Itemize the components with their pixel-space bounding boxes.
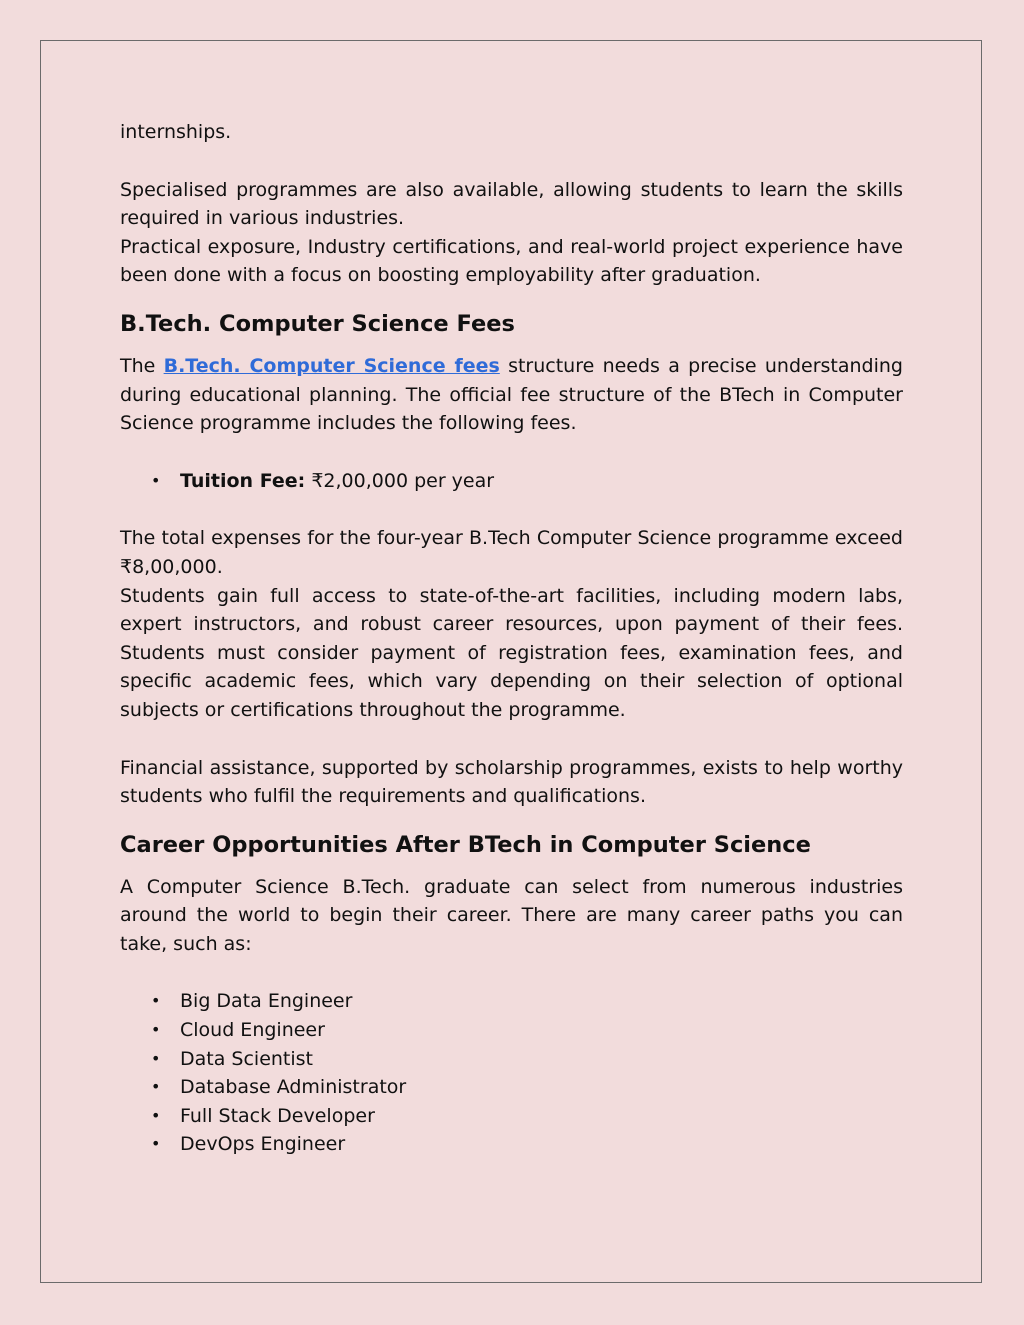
tuition-label: Tuition Fee: — [180, 469, 306, 492]
heading-career: Career Opportunities After BTech in Computer Science — [120, 831, 811, 858]
bullet-icon: • — [151, 1105, 161, 1125]
bullet-icon: • — [151, 1134, 161, 1154]
heading-fees: B.Tech. Computer Science Fees — [120, 310, 515, 337]
bullet-icon: • — [151, 470, 161, 490]
career-item-label: Full Stack Developer — [180, 1104, 375, 1127]
fees-link[interactable]: B.Tech. Computer Science fees — [163, 354, 500, 377]
paragraph-full-access: Students gain full access to state-of-the-art facilities, including modern labs, expert instructors, and robust career resources, upon payment of their fees. Students must consider payment of registration fees, examination fees, and specific academic fees, which vary depending on their selection of optional subjects or certifications throughout the programme. — [120, 584, 903, 721]
bullet-icon: • — [151, 1048, 161, 1068]
paragraph-practical: Practical exposure, Industry certifications, and real-world project experience have been done with a focus on boosting employability after graduation. — [120, 235, 903, 287]
career-item-label: Big Data Engineer — [180, 990, 353, 1013]
career-list — [120, 987, 903, 1159]
paragraph-financial-assistance: Financial assistance, supported by scholarship programmes, exists to help worthy students who fulfil the requirements and qualifications. — [120, 756, 903, 808]
bullet-icon: • — [151, 1020, 161, 1040]
career-item-label: DevOps Engineer — [180, 1133, 346, 1156]
document-body — [120, 118, 903, 1159]
fees-intro-before: The — [120, 354, 164, 377]
fee-list — [120, 467, 903, 496]
paragraph-fees-intro — [120, 352, 903, 438]
career-item-label: Cloud Engineer — [180, 1019, 325, 1042]
bullet-icon: • — [151, 991, 161, 1011]
list-item — [120, 1045, 903, 1074]
fees-intro-after: structure needs a precise understanding during educational planning. The official fee structure of the BTech in Computer Science programme includes the following fees. — [120, 354, 903, 435]
list-item — [120, 1130, 903, 1159]
list-item-tuition — [120, 467, 903, 496]
list-item — [120, 1102, 903, 1131]
tuition-value: ₹2,00,000 per year — [311, 469, 495, 492]
paragraph-specialised: Specialised programmes are also available, allowing students to learn the skills required in various industries. — [120, 178, 903, 230]
list-item — [120, 1016, 903, 1045]
paragraph-total-expenses: The total expenses for the four-year B.Tech Computer Science programme exceed ₹8,00,000. — [120, 527, 903, 578]
paragraph-career-intro: A Computer Science B.Tech. graduate can select from numerous industries around the world to begin their career. There are many career paths you can take, such as: — [120, 875, 903, 955]
career-item-label: Database Administrator — [180, 1076, 407, 1099]
paragraph-internships: internships. — [120, 121, 232, 143]
list-item — [120, 987, 903, 1016]
list-item — [120, 1073, 903, 1102]
bullet-icon: • — [151, 1077, 161, 1097]
career-item-label: Data Scientist — [180, 1047, 313, 1070]
